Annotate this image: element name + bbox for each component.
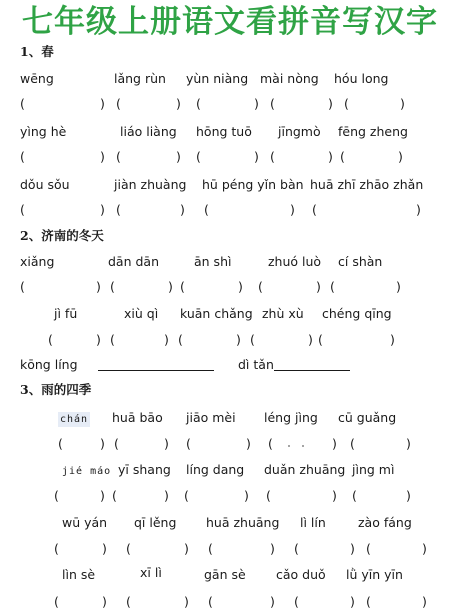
paren-close: ): [270, 541, 275, 556]
pinyin-item: jiāo mèi: [186, 410, 236, 425]
stray-mark: [302, 445, 304, 447]
pinyin-item: dǒu sǒu: [20, 177, 70, 192]
paren-open: (: [58, 436, 63, 451]
paren-close: ): [164, 332, 169, 347]
paren-open: (: [340, 149, 345, 164]
paren-close: ): [180, 202, 185, 217]
paren-close: ): [422, 594, 427, 609]
pinyin-item: huā zhuāng: [206, 515, 280, 530]
paren-close: ): [390, 332, 395, 347]
paren-close: ): [308, 332, 313, 347]
paren-open: (: [116, 202, 121, 217]
paren-open: (: [266, 488, 271, 503]
paren-open: (: [114, 436, 119, 451]
paren-open: (: [184, 488, 189, 503]
stray-mark: [288, 445, 290, 447]
paren-open: (: [54, 594, 59, 609]
paren-open: (: [54, 488, 59, 503]
paren-close: ): [100, 202, 105, 217]
paren-open: (: [366, 594, 371, 609]
pinyin-item: zhuó luò: [268, 254, 322, 269]
paren-open: (: [294, 541, 299, 556]
paren-open: (: [204, 202, 209, 217]
paren-close: ): [100, 488, 105, 503]
pinyin-item: hóu long: [334, 71, 389, 86]
pinyin-item: duǎn zhuāng: [264, 462, 346, 477]
pinyin-item: hū péng yǐn bàn: [202, 177, 304, 192]
pinyin-item: zào fáng: [358, 515, 412, 530]
pinyin-item: ān shì: [194, 254, 232, 269]
paren-close: ): [100, 436, 105, 451]
paren-close: ): [350, 541, 355, 556]
pinyin-item: qī lěng: [134, 515, 177, 530]
section-heading-2: 2、济南的冬天: [20, 228, 104, 243]
pinyin-item: jiàn zhuàng: [114, 177, 187, 192]
pinyin-item: jīngmò: [278, 124, 321, 139]
paren-open: (: [258, 279, 263, 294]
paren-close: ): [246, 436, 251, 451]
pinyin-item: cū guǎng: [338, 410, 397, 425]
paren-open: (: [20, 279, 25, 294]
paren-open: (: [178, 332, 183, 347]
pinyin-item: huā zhī zhāo zhǎn: [310, 177, 424, 192]
paren-open: (: [208, 594, 213, 609]
pinyin-item: wū yán: [62, 515, 108, 530]
paren-open: (: [344, 96, 349, 111]
paren-close: ): [164, 436, 169, 451]
pinyin-item: jì fū: [54, 306, 78, 321]
pinyin-item: liáo liàng: [120, 124, 177, 139]
paren-close: ): [422, 541, 427, 556]
paren-close: ): [416, 202, 421, 217]
paren-open: (: [312, 202, 317, 217]
paren-close: ): [164, 488, 169, 503]
paren-close: ): [328, 149, 333, 164]
pinyin-item: dān dān: [108, 254, 160, 269]
paren-close: ): [184, 541, 189, 556]
pinyin-item: fēng zheng: [338, 124, 408, 139]
paren-open: (: [350, 436, 355, 451]
paren-close: ): [96, 332, 101, 347]
pinyin-item: dì tǎn: [238, 357, 274, 372]
paren-close: ): [350, 594, 355, 609]
page-title: 七年级上册语文看拼音写汉字: [22, 4, 438, 40]
paren-open: (: [180, 279, 185, 294]
answer-line: [274, 370, 350, 371]
paren-close: ): [328, 96, 333, 111]
paren-close: ): [400, 96, 405, 111]
pinyin-item: chán: [60, 414, 89, 425]
pinyin-item: mài nòng: [260, 71, 319, 86]
paren-open: (: [318, 332, 323, 347]
paren-open: (: [186, 436, 191, 451]
pinyin-item: xī lì: [140, 565, 162, 580]
pinyin-item: yìng hè: [20, 124, 67, 139]
pinyin-item: yī shang: [118, 462, 171, 477]
paren-open: (: [208, 541, 213, 556]
pinyin-item: gān sè: [204, 567, 246, 582]
paren-close: ): [236, 332, 241, 347]
paren-open: (: [268, 436, 273, 451]
paren-open: (: [330, 279, 335, 294]
pinyin-item: zhù xù: [262, 306, 304, 321]
paren-close: ): [100, 96, 105, 111]
pinyin-item: chéng qīng: [322, 306, 392, 321]
paren-close: ): [244, 488, 249, 503]
paren-open: (: [270, 149, 275, 164]
paren-open: (: [110, 332, 115, 347]
paren-open: (: [126, 594, 131, 609]
pinyin-item: wēng: [20, 71, 54, 86]
paren-close: ): [102, 594, 107, 609]
paren-close: ): [396, 279, 401, 294]
paren-open: (: [126, 541, 131, 556]
paren-close: ): [254, 96, 259, 111]
paren-open: (: [20, 202, 25, 217]
paren-close: ): [332, 488, 337, 503]
pinyin-item: cí shàn: [338, 254, 383, 269]
paren-close: ): [254, 149, 259, 164]
pinyin-item: lǜ yīn yīn: [346, 567, 403, 582]
pinyin-item: lìn sè: [62, 567, 96, 582]
paren-close: ): [270, 594, 275, 609]
paren-open: (: [20, 96, 25, 111]
paren-close: ): [102, 541, 107, 556]
paren-open: (: [196, 96, 201, 111]
paren-close: ): [406, 436, 411, 451]
paren-open: (: [116, 96, 121, 111]
paren-close: ): [406, 488, 411, 503]
pinyin-item: xiǎng: [20, 254, 55, 269]
section-heading-1: 1、春: [20, 44, 54, 59]
pinyin-item: líng dang: [186, 462, 245, 477]
pinyin-item: cǎo duǒ: [276, 567, 326, 582]
paren-close: ): [398, 149, 403, 164]
paren-open: (: [110, 279, 115, 294]
pinyin-item: yùn niàng: [186, 71, 249, 86]
paren-open: (: [48, 332, 53, 347]
answer-line: [98, 370, 214, 371]
paren-open: (: [116, 149, 121, 164]
paren-close: ): [316, 279, 321, 294]
pinyin-item: jié máo: [62, 466, 112, 477]
paren-close: ): [100, 149, 105, 164]
pinyin-item: lì lín: [300, 515, 326, 530]
pinyin-item: jìng mì: [352, 462, 395, 477]
paren-open: (: [112, 488, 117, 503]
pinyin-item: kuān chǎng: [180, 306, 253, 321]
paren-open: (: [270, 96, 275, 111]
pinyin-item: lǎng rùn: [114, 71, 166, 86]
pinyin-item: kōng líng: [20, 357, 78, 372]
paren-open: (: [20, 149, 25, 164]
paren-close: ): [290, 202, 295, 217]
paren-close: ): [176, 149, 181, 164]
paren-close: ): [332, 436, 337, 451]
pinyin-item: hōng tuō: [196, 124, 252, 139]
paren-close: ): [176, 96, 181, 111]
pinyin-item: léng jìng: [264, 410, 318, 425]
paren-close: ): [184, 594, 189, 609]
pinyin-item: xiù qì: [124, 306, 159, 321]
section-heading-3: 3、雨的四季: [20, 382, 92, 397]
paren-open: (: [366, 541, 371, 556]
paren-close: ): [238, 279, 243, 294]
paren-open: (: [352, 488, 357, 503]
paren-open: (: [250, 332, 255, 347]
paren-open: (: [54, 541, 59, 556]
paren-close: ): [168, 279, 173, 294]
paren-close: ): [96, 279, 101, 294]
paren-open: (: [294, 594, 299, 609]
paren-open: (: [196, 149, 201, 164]
pinyin-item: huā bāo: [112, 410, 163, 425]
